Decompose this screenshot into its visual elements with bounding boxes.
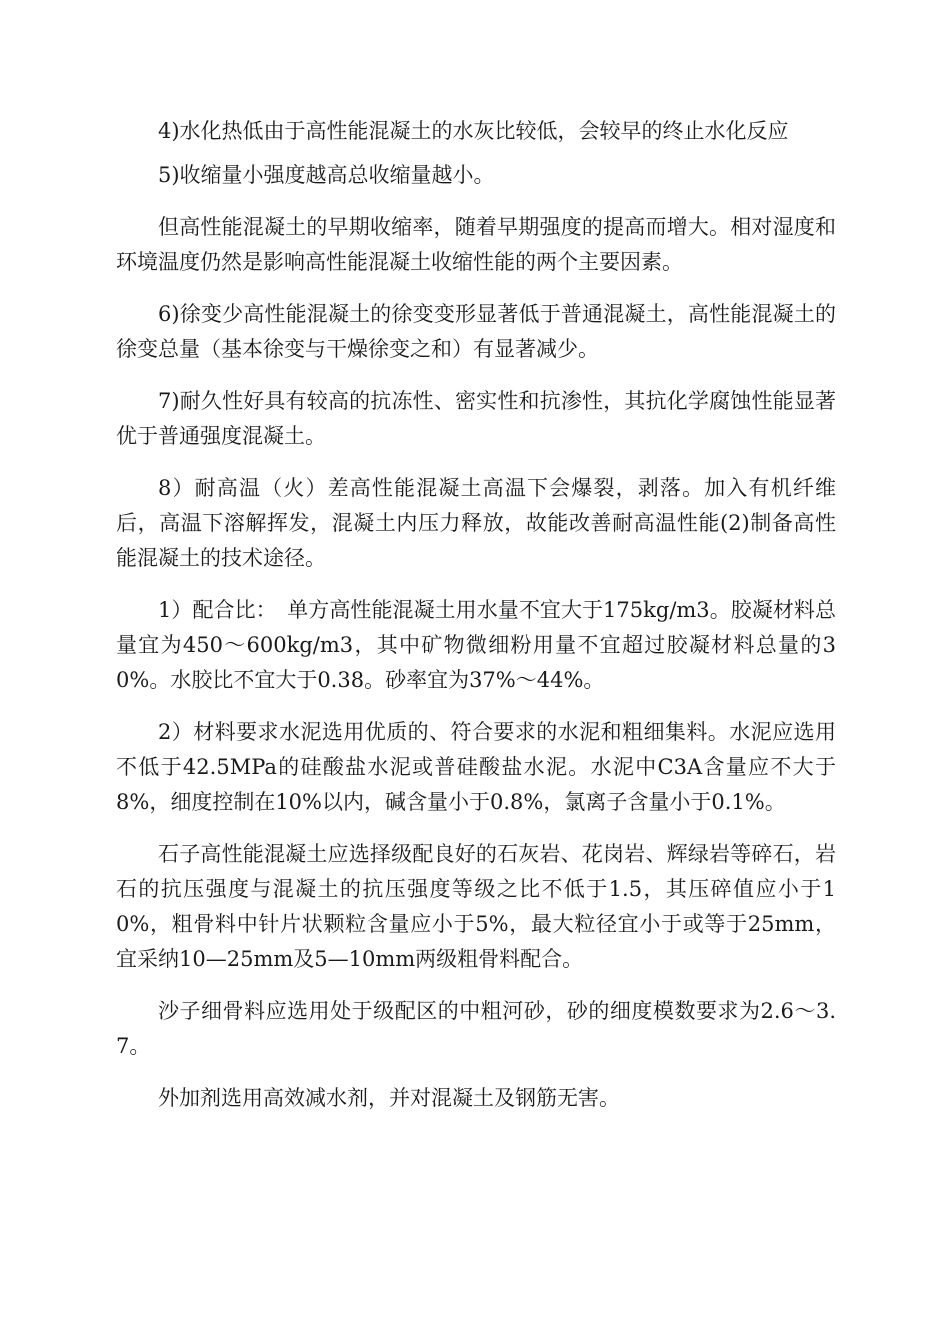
paragraph-early-shrinkage: 但高性能混凝土的早期收缩率，随着早期强度的提高而增大。相对湿度和环境温度仍然是影响高性能混凝土收缩性能的两个主要因素。: [116, 215, 836, 274]
paragraph-admixture: 外加剂选用高效减水剂，并对混凝土及钢筋无害。: [158, 1086, 620, 1110]
paragraph-mix-ratio: 1）配合比： 单方高性能混凝土用水量不宜大于175kg/m3。胶凝材料总量宜为450～600kg/m3，其中矿物微细粉用量不宜超过胶凝材料总量的30%。水胶比不宜大于0.38。砂率宜为37%～44%。: [116, 598, 836, 692]
paragraph-hydration-heat: 4)水化热低由于高性能混凝土的水灰比较低，会较早的终止水化反应: [158, 119, 789, 143]
paragraph-shrinkage: 5)收缩量小强度越高总收缩量越小。: [158, 163, 495, 187]
paragraph-fire-resistance: 8）耐高温（火）差高性能混凝土高温下会爆裂，剥落。加入有机纤维后，高温下溶解挥发，混凝土内压力释放，故能改善耐高温性能(2)制备高性能混凝土的技术途径。: [116, 476, 836, 570]
paragraph-materials: 2）材料要求水泥选用优质的、符合要求的水泥和粗细集料。水泥应选用不低于42.5MPa的硅酸盐水泥或普硅酸盐水泥。水泥中C3A含量应不大于8%，细度控制在10%以内，碱含量小于0.8%，氯离子含量小于0.1%。: [116, 720, 836, 814]
paragraph-fine-aggregate: 沙子细骨料应选用处于级配区的中粗河砂，砂的细度模数要求为2.6～3.7。: [116, 999, 836, 1058]
paragraph-coarse-aggregate: 石子高性能混凝土应选择级配良好的石灰岩、花岗岩、辉绿岩等碎石，岩石的抗压强度与混凝土的抗压强度等级之比不低于1.5，其压碎值应小于10%，粗骨料中针片状颗粒含量应小于5%，最大粒径宜小于或等于25mm，宜采纳10—25mm及5—10mm两级粗骨料配合。: [116, 842, 836, 971]
paragraph-durability: 7)耐久性好具有较高的抗冻性、密实性和抗渗性，其抗化学腐蚀性能显著优于普通强度混凝土。: [116, 389, 836, 448]
document-page: [116, 114, 836, 1133]
paragraph-creep: 6)徐变少高性能混凝土的徐变变形显著低于普通混凝土，高性能混凝土的徐变总量（基本徐变与干燥徐变之和）有显著减少。: [116, 302, 836, 361]
